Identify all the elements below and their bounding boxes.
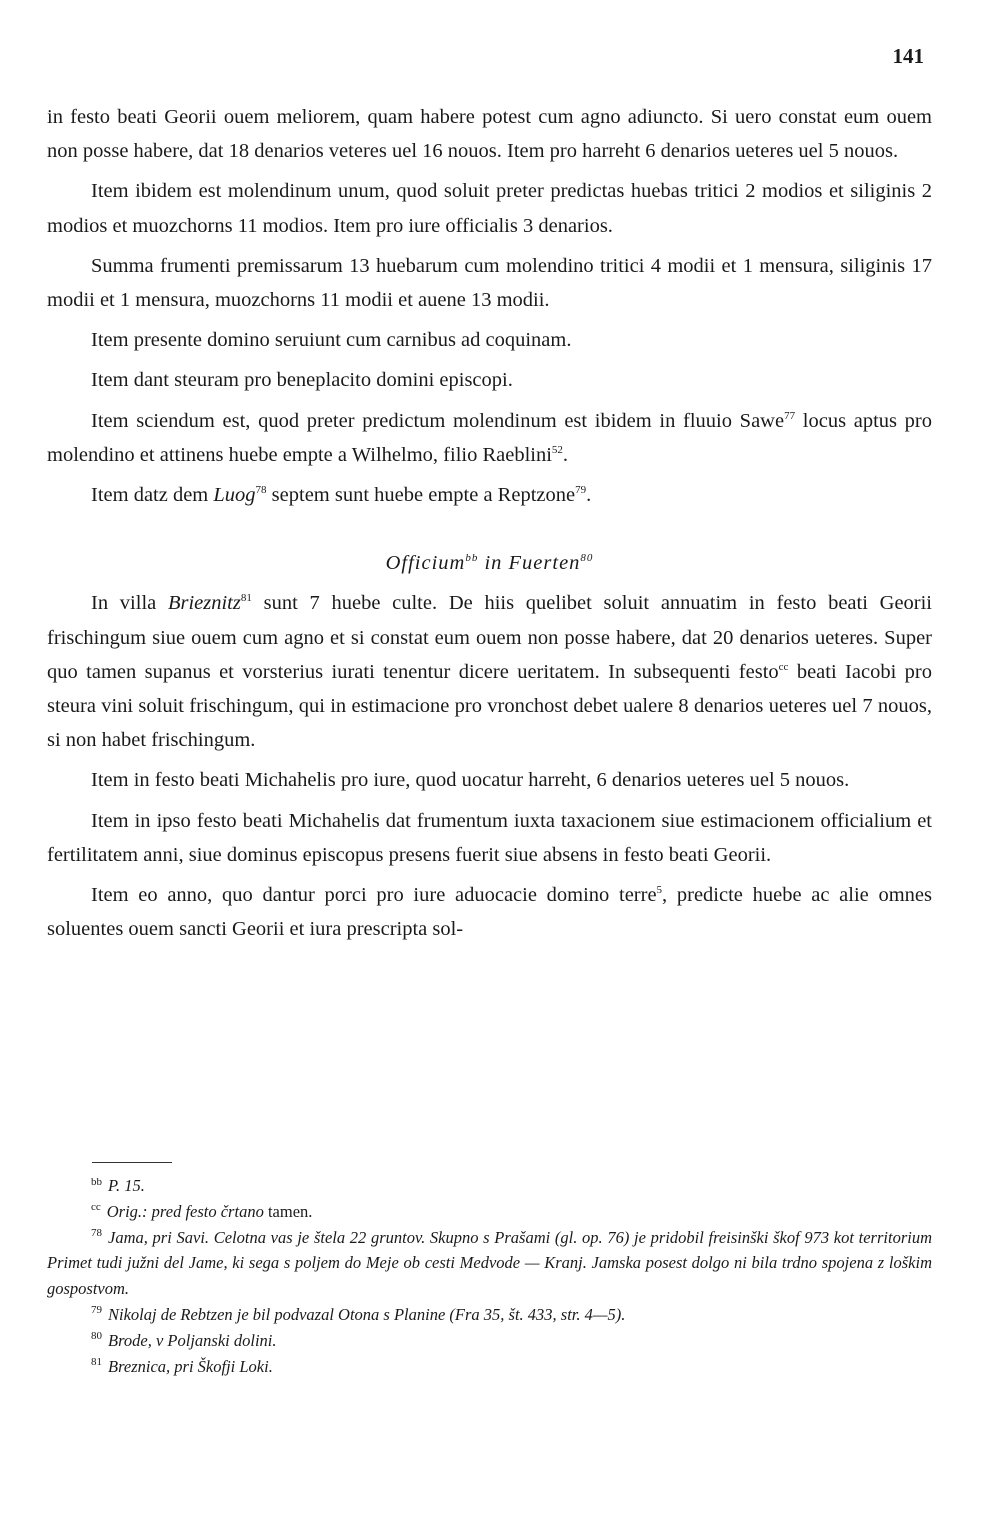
footnote-mark: 79 <box>91 1304 102 1317</box>
section-paragraph-4 <box>47 878 932 946</box>
footnote-ref-cc: cc <box>778 661 789 674</box>
section-title: Officium <box>385 552 466 575</box>
paragraph-7 <box>47 478 932 512</box>
paragraph-6-part-b: locus aptus pro molendino et attinens huebe empte a Wilhelmo, filio Raeblini <box>47 409 933 466</box>
section-paragraph-1-part-b: sunt 7 huebe culte. De hiis quelibet soluit annuatim in festo beati Georii frischingum siue ouem cum agno et si constat eum ouem non posse habere, dat 20 denarios ueteres. Super quo tamen supanus et vorsterius iurati tenentur dicere ueritatem. In subsequenti festo <box>47 592 933 683</box>
section-paragraph-4-part-a: Item eo anno, quo dantur porci pro iure aduocacie domino terre <box>91 884 657 907</box>
footnote-divider <box>92 1162 172 1163</box>
paragraph-6-part-c: . <box>562 443 569 466</box>
paragraph-7-part-b: septem sunt huebe empte a Reptzone <box>266 484 576 507</box>
paragraph-3: Summa frumenti premissarum 13 huebarum cum molendino tritici 4 modii et 1 mensura, siliginis 17 modii et 1 mensura, muozchorns 11 modii et auene 13 modii. <box>47 254 932 312</box>
section-paragraph-2: Item in festo beati Michahelis pro iure, quod uocatur harreht, 6 denarios ueteres uel 5 nouos. <box>91 769 850 792</box>
footnote-text-b: črtano <box>220 1201 264 1221</box>
footnote-ref-79: 79 <box>575 484 587 497</box>
main-text <box>47 100 932 952</box>
paragraph-6-part-a: Item sciendum est, quod preter predictum molendinum est ibidem in fluuio Sawe <box>91 409 785 432</box>
place-name-luog: Luog <box>213 484 256 507</box>
footnote-mark: cc <box>91 1201 101 1214</box>
footnote-ref-bb: bb <box>465 552 479 565</box>
footnote-cc <box>47 1199 932 1225</box>
footnote-80 <box>47 1328 932 1354</box>
paragraph-5: Item dant steuram pro beneplacito domini episcopi. <box>91 369 513 392</box>
footnote-text: Jama, pri Savi. Celotna vas je štela 22 gruntov. Skupno s Prašami (gl. op. 76) je pridobil freisinški škof 973 kot territorium Primet tudi južni del Jame, ki sega s poljem do Meje ob cesti Medvode — Kranj. Jamska posest dolgo ni bila trdno spojena z loškim gospostvom. <box>47 1227 932 1299</box>
footnote-mark: 78 <box>91 1227 102 1240</box>
paragraph-7-part-a: Item datz dem <box>91 484 214 507</box>
paragraph-1: in festo beati Georii ouem meliorem, quam habere potest cum agno adiuncto. Si uero constat eum ouem non posse habere, dat 18 denarios veteres uel 16 nouos. Item pro harreht 6 denarios ueteres uel 5 nouos. <box>47 106 932 163</box>
page-number: 141 <box>892 44 924 68</box>
footnotes <box>47 1173 932 1379</box>
section-paragraph-3: Item in ipso festo beati Michahelis dat frumentum iuxta taxacionem siue estimacionem officialium et fertilitatem anni, siue dominus episcopus presens fuerit siue absens in festo beati Georii. <box>47 809 932 866</box>
footnote-text: Nikolaj de Rebtzen je bil podvazal Otona s Planine (Fra 35, št. 433, str. 4—5). <box>108 1304 626 1324</box>
footnote-mark: bb <box>91 1175 102 1188</box>
place-name-brieznitz: Brieznitz <box>167 592 241 615</box>
footnote-text-a: Orig.: pred festo <box>106 1201 221 1221</box>
footnote-81 <box>47 1354 932 1380</box>
paragraph-2: Item ibidem est molendinum unum, quod soluit preter predictas huebas tritici 2 modios et siliginis 2 modios et muozchorns 11 modios. Item pro iure officialis 3 denarios. <box>47 180 932 237</box>
paragraph-6 <box>47 404 932 472</box>
footnote-78 <box>47 1225 932 1302</box>
footnote-ref-77: 77 <box>784 409 796 422</box>
footnote-ref-78: 78 <box>255 484 267 497</box>
section-paragraph-1-part-c: beati Iacobi pro steura vini soluit frischingum, qui in estimacione pro vronchost debet ualere 8 denarios ueteres uel 7 nouos, si non habet frischingum. <box>47 660 932 752</box>
footnote-ref-80: 80 <box>580 552 594 565</box>
paragraph-4: Item presente domino seruiunt cum carnibus ad coquinam. <box>91 329 572 352</box>
section-paragraph-1-part-a: In villa <box>91 592 168 615</box>
paragraph-7-part-c: . <box>586 484 592 507</box>
footnote-mark: 81 <box>91 1356 102 1369</box>
footnote-ref-5: 5 <box>656 884 663 897</box>
footnote-bb <box>47 1173 932 1199</box>
footnote-mark: 80 <box>91 1330 102 1343</box>
footnote-79 <box>47 1302 932 1328</box>
footnote-text: Breznica, pri Škofji Loki. <box>108 1356 273 1376</box>
section-title-place: in Fuerten <box>478 552 581 575</box>
footnote-text: Brode, v Poljanski dolini. <box>108 1330 277 1350</box>
footnote-ref-81: 81 <box>240 592 252 605</box>
section-paragraph-4-part-b: , predicte huebe ac alie omnes soluentes ouem sancti Georii et iura prescripta sol- <box>47 884 932 941</box>
section-heading <box>47 546 932 580</box>
footnote-text-c: tamen. <box>263 1201 313 1221</box>
footnote-ref-52: 52 <box>551 444 563 456</box>
section-paragraph-1 <box>47 586 932 757</box>
footnote-text: P. 15. <box>108 1176 145 1195</box>
